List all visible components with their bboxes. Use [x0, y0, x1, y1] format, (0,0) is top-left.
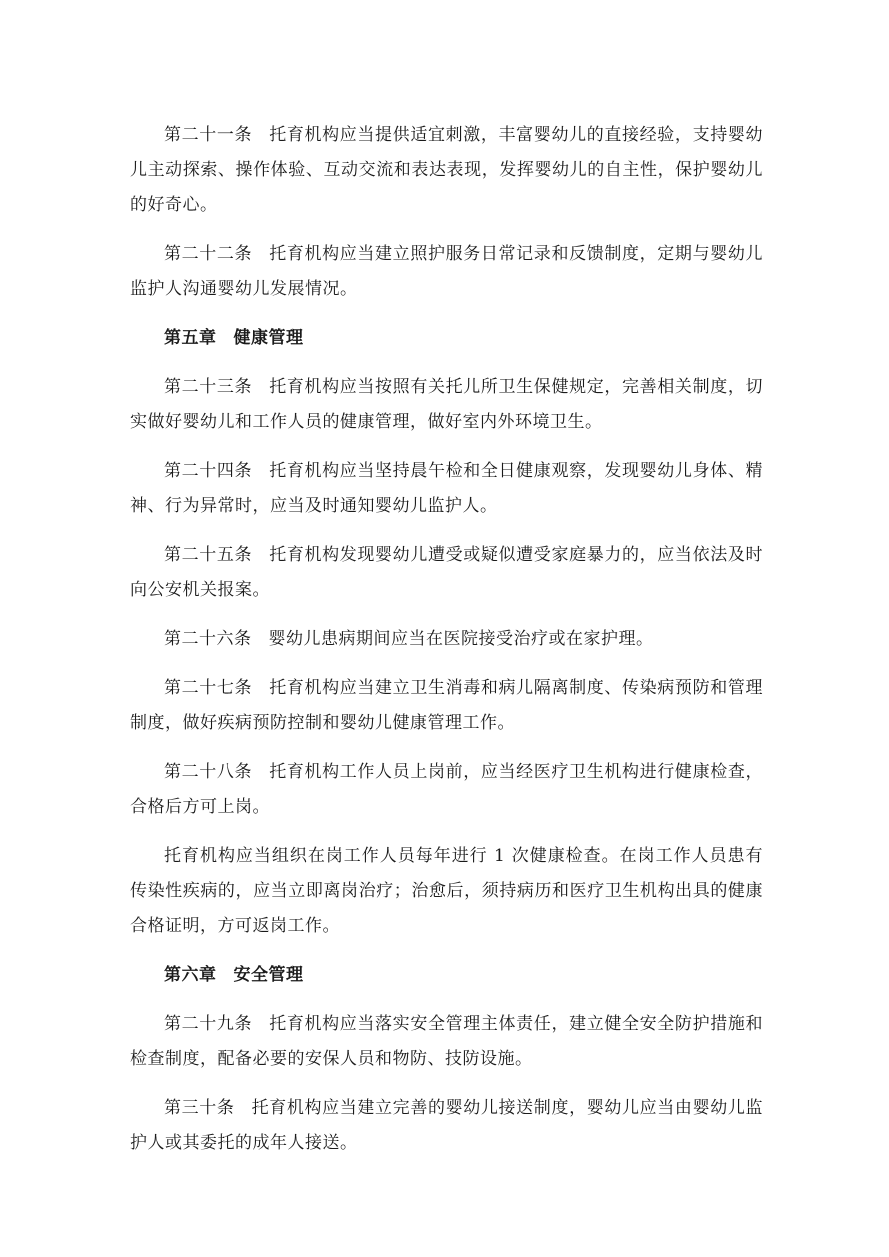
article-28-paragraph-2: [130, 839, 763, 944]
article-number: 第二十二条: [164, 244, 253, 264]
article-number: 第二十六条: [164, 629, 252, 649]
chapter-heading-6: [130, 958, 763, 993]
chapter-title: 安全管理: [233, 965, 304, 985]
article-number: 第二十八条: [164, 762, 253, 782]
article-number: 第二十五条: [164, 545, 253, 565]
article-26: [130, 622, 763, 657]
article-number: 第二十七条: [164, 678, 253, 698]
article-text: 托育机构应当按照有关托儿所卫生保健规定，完善相关制度，切实做好婴幼儿和工作人员的健康管理，做好室内外环境卫生。: [130, 377, 763, 432]
article-28: [130, 755, 763, 825]
chapter-number: 第六章: [164, 965, 217, 985]
chapter-heading-5: [130, 321, 763, 356]
article-24: [130, 454, 763, 524]
article-text: 婴幼儿患病期间应当在医院接受治疗或在家护理。: [268, 629, 654, 649]
article-text: 托育机构应当落实安全管理主体责任，建立健全安全防护措施和检查制度，配备必要的安保人员和物防、技防设施。: [130, 1014, 763, 1069]
chapter-title: 健康管理: [233, 328, 304, 348]
article-text: 托育机构应当坚持晨午检和全日健康观察，发现婴幼儿身体、精神、行为异常时，应当及时通知婴幼儿监护人。: [130, 461, 763, 516]
article-text: 托育机构应当建立卫生消毒和病儿隔离制度、传染病预防和管理制度，做好疾病预防控制和婴幼儿健康管理工作。: [130, 678, 763, 733]
document-page: [130, 118, 763, 1175]
article-25: [130, 538, 763, 608]
article-22: [130, 237, 763, 307]
chapter-number: 第五章: [164, 328, 217, 348]
article-text: 托育机构应当提供适宜刺激，丰富婴幼儿的直接经验，支持婴幼儿主动探索、操作体验、互动交流和表达表现，发挥婴幼儿的自主性，保护婴幼儿的好奇心。: [130, 125, 763, 215]
article-23: [130, 370, 763, 440]
article-number: 第三十条: [164, 1098, 235, 1118]
article-number: 第二十九条: [164, 1014, 253, 1034]
article-text: 托育机构应当建立完善的婴幼儿接送制度，婴幼儿应当由婴幼儿监护人或其委托的成年人接送。: [130, 1098, 763, 1153]
article-21: [130, 118, 763, 223]
paragraph-text: 托育机构应当组织在岗工作人员每年进行 1 次健康检查。在岗工作人员患有传染性疾病的，应当立即离岗治疗；治愈后，须持病历和医疗卫生机构出具的健康合格证明，方可返岗工作。: [130, 846, 763, 936]
article-number: 第二十一条: [164, 125, 253, 145]
article-29: [130, 1007, 763, 1077]
article-text: 托育机构工作人员上岗前，应当经医疗卫生机构进行健康检查，合格后方可上岗。: [130, 762, 763, 817]
article-30: [130, 1091, 763, 1161]
article-text: 托育机构发现婴幼儿遭受或疑似遭受家庭暴力的，应当依法及时向公安机关报案。: [130, 545, 763, 600]
article-27: [130, 671, 763, 741]
article-text: 托育机构应当建立照护服务日常记录和反馈制度，定期与婴幼儿监护人沟通婴幼儿发展情况。: [130, 244, 763, 299]
article-number: 第二十三条: [164, 377, 253, 397]
article-number: 第二十四条: [164, 461, 253, 481]
